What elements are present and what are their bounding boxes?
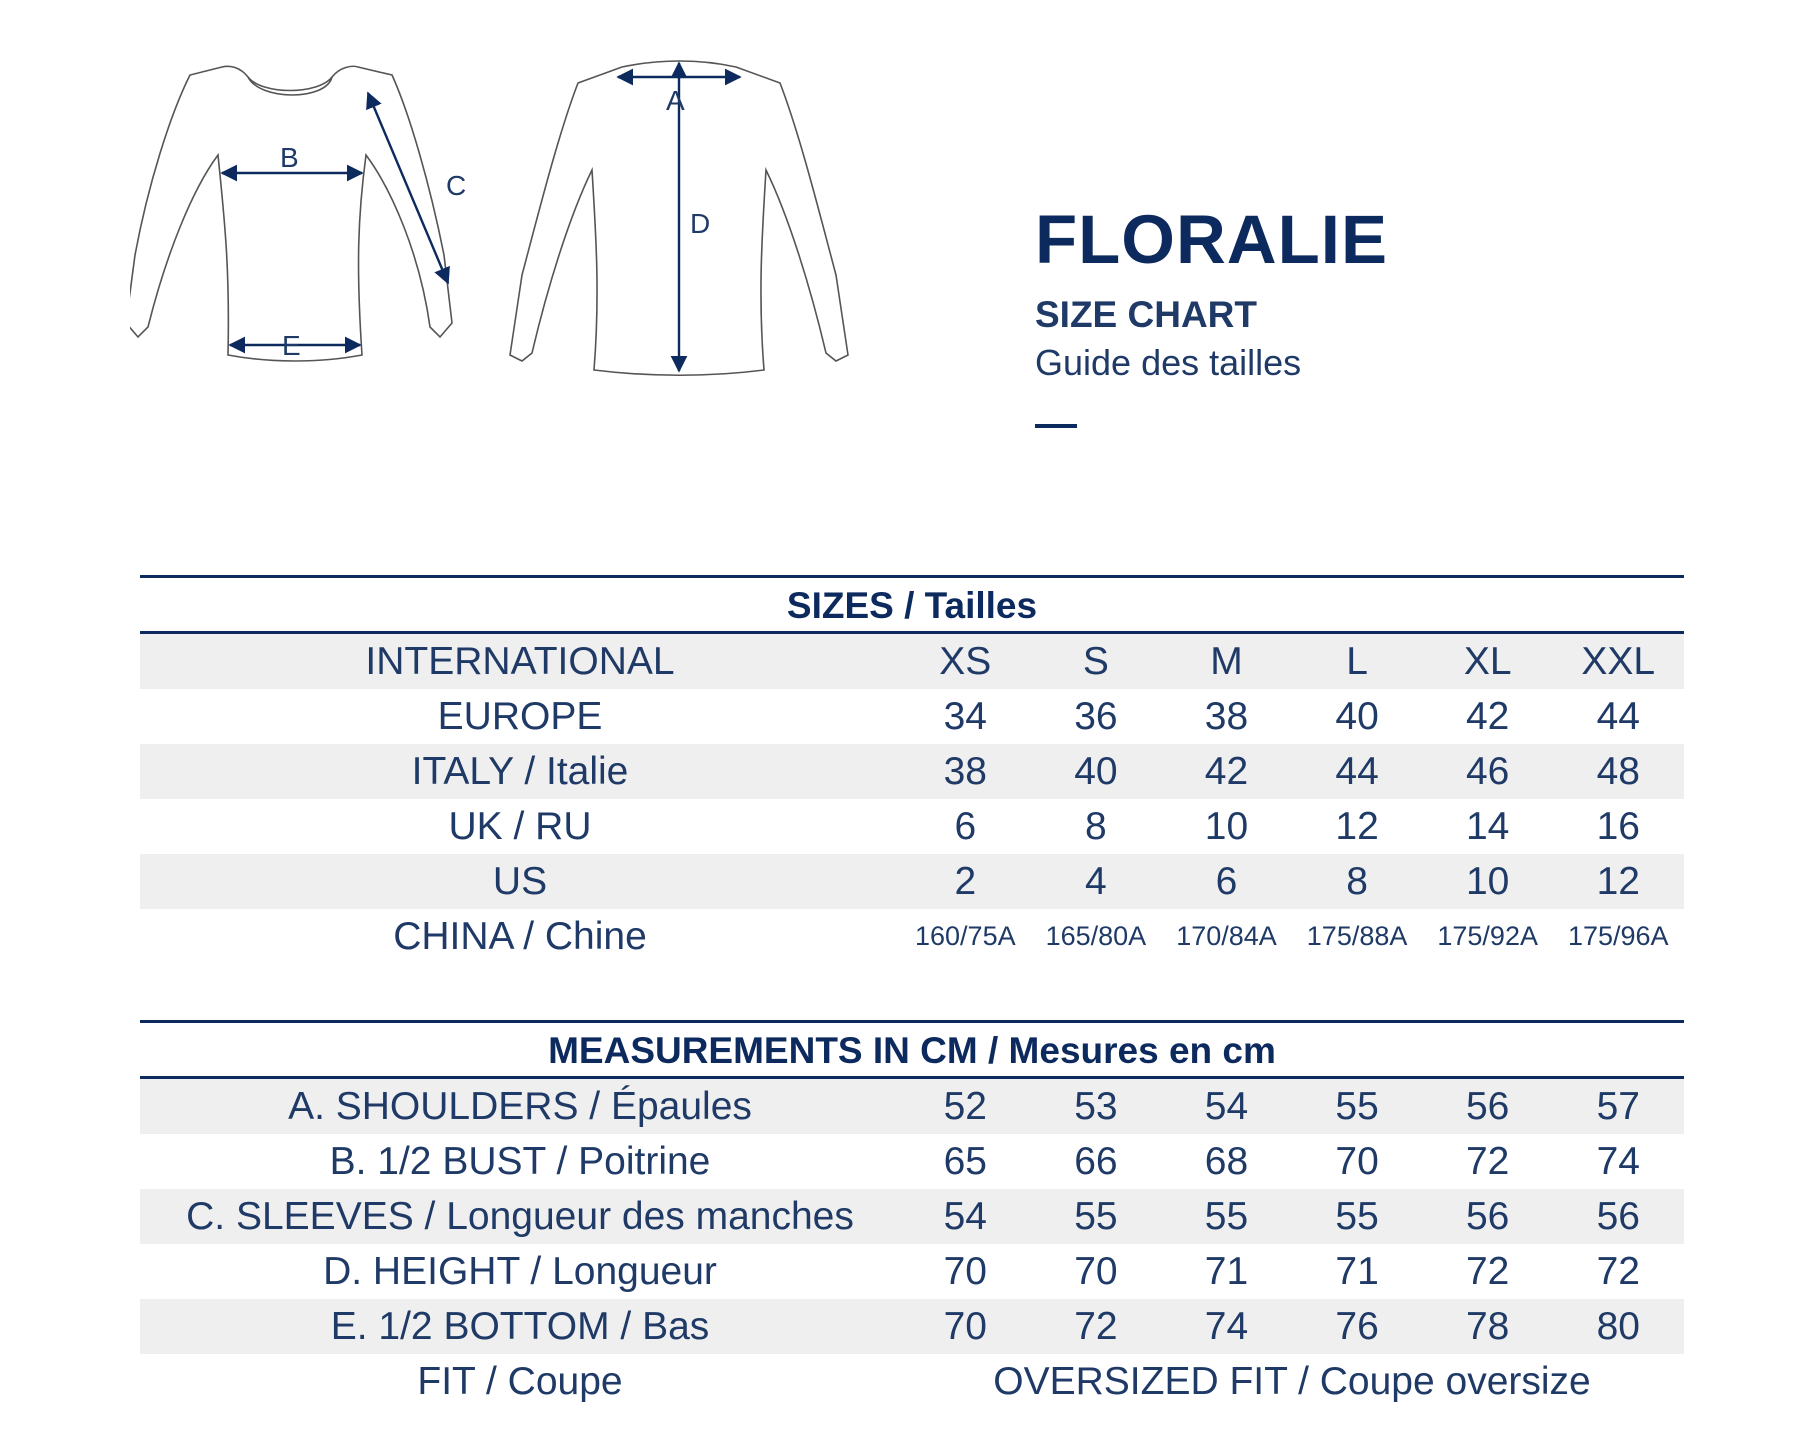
table-row xyxy=(140,1079,1684,1134)
title-divider xyxy=(1035,424,1077,428)
cell: 74 xyxy=(1596,1139,1640,1183)
row-label: CHINA / Chine xyxy=(393,914,647,958)
table-row xyxy=(140,744,1684,799)
cell: 14 xyxy=(1465,804,1510,848)
cell: 160/75A xyxy=(915,921,1016,951)
cell: 70 xyxy=(943,1304,987,1348)
table-row xyxy=(140,1189,1684,1244)
cell: 76 xyxy=(1335,1304,1379,1348)
cell: 12 xyxy=(1335,804,1379,848)
row-label: E. 1/2 BOTTOM / Bas xyxy=(330,1304,710,1348)
cell: 165/80A xyxy=(1045,921,1147,951)
garment-sketches xyxy=(130,55,910,385)
cell: 56 xyxy=(1465,1194,1510,1238)
row-label: INTERNATIONAL xyxy=(365,639,675,683)
cell: 70 xyxy=(1335,1139,1379,1183)
table-row xyxy=(140,689,1684,744)
cell: 71 xyxy=(1204,1249,1249,1293)
cell: 56 xyxy=(1596,1194,1640,1238)
cell: 175/88A xyxy=(1306,921,1408,951)
row-label: D. HEIGHT / Longueur xyxy=(323,1249,717,1293)
cell: 55 xyxy=(1335,1084,1379,1128)
cell: 56 xyxy=(1465,1084,1510,1128)
cell: 6 xyxy=(1215,859,1238,903)
table-row xyxy=(140,1299,1684,1354)
cell: 10 xyxy=(1204,804,1249,848)
cell: 10 xyxy=(1465,859,1510,903)
cell: XXL xyxy=(1581,639,1656,683)
cell: 68 xyxy=(1204,1139,1249,1183)
cell: XS xyxy=(939,639,992,683)
measurements-header: MEASUREMENTS IN CM / Mesures en cm xyxy=(140,1020,1684,1079)
measurements-table xyxy=(140,1020,1684,1409)
cell: 36 xyxy=(1074,694,1118,738)
sizes-table xyxy=(140,575,1684,964)
table-row xyxy=(140,1134,1684,1189)
cell: 54 xyxy=(1204,1084,1249,1128)
cell: 72 xyxy=(1074,1304,1118,1348)
label-d: D xyxy=(690,208,711,239)
subtitle: SIZE CHART xyxy=(1035,294,1257,335)
cell: 55 xyxy=(1074,1194,1118,1238)
cell: 55 xyxy=(1204,1194,1249,1238)
row-label: US xyxy=(492,859,548,903)
cell: 42 xyxy=(1465,694,1510,738)
cell: 65 xyxy=(943,1139,987,1183)
cell: 66 xyxy=(1074,1139,1118,1183)
label-e: E xyxy=(282,330,301,361)
cell: 40 xyxy=(1335,694,1379,738)
cell: 71 xyxy=(1335,1249,1379,1293)
cell: S xyxy=(1082,639,1109,683)
cell: 42 xyxy=(1204,749,1249,793)
cell: XL xyxy=(1463,639,1512,683)
fit-value: OVERSIZED FIT / Coupe oversize xyxy=(993,1359,1591,1403)
cell: 52 xyxy=(943,1084,987,1128)
cell: 53 xyxy=(1074,1084,1118,1128)
table-row xyxy=(140,909,1684,964)
table-row xyxy=(140,1244,1684,1299)
fit-label: FIT / Coupe xyxy=(417,1359,623,1403)
cell: 54 xyxy=(943,1194,987,1238)
cell: 72 xyxy=(1596,1249,1640,1293)
cell: 55 xyxy=(1335,1194,1379,1238)
fit-row xyxy=(140,1354,1684,1409)
cell: 72 xyxy=(1465,1249,1510,1293)
title-block xyxy=(1035,201,1388,428)
cell: 38 xyxy=(1204,694,1249,738)
cell: 6 xyxy=(954,804,977,848)
cell: 175/96A xyxy=(1567,921,1669,951)
cell: 70 xyxy=(1074,1249,1118,1293)
cell: 34 xyxy=(943,694,987,738)
cell: 44 xyxy=(1335,749,1379,793)
cell: 78 xyxy=(1465,1304,1510,1348)
row-label: UK / RU xyxy=(448,804,592,848)
row-label: C. SLEEVES / Longueur des manches xyxy=(186,1194,854,1238)
cell: 12 xyxy=(1596,859,1640,903)
row-label: A. SHOULDERS / Épaules xyxy=(288,1084,752,1128)
row-label: B. 1/2 BUST / Poitrine xyxy=(329,1139,711,1183)
row-label: ITALY / Italie xyxy=(411,749,629,793)
label-a: A xyxy=(666,85,685,116)
cell: 175/92A xyxy=(1437,921,1538,951)
cell: 4 xyxy=(1085,859,1107,903)
cell: 74 xyxy=(1204,1304,1249,1348)
sizes-header: SIZES / Tailles xyxy=(140,575,1684,634)
cell: 8 xyxy=(1085,804,1107,848)
brand-name: FLORALIE xyxy=(1035,201,1388,278)
cell: 2 xyxy=(954,859,977,903)
cell: 16 xyxy=(1596,804,1640,848)
cell: 170/84A xyxy=(1176,921,1277,951)
cell: 70 xyxy=(943,1249,987,1293)
table-row xyxy=(140,854,1684,909)
cell: 48 xyxy=(1596,749,1640,793)
label-c: C xyxy=(446,170,467,201)
label-b: B xyxy=(280,142,299,173)
cell: 57 xyxy=(1596,1084,1640,1128)
cell: 40 xyxy=(1074,749,1118,793)
subtitle-fr: Guide des tailles xyxy=(1035,342,1302,383)
cell: 8 xyxy=(1346,859,1368,903)
table-row xyxy=(140,799,1684,854)
cell: 80 xyxy=(1596,1304,1640,1348)
front-view-sketch xyxy=(130,66,452,361)
cell: 72 xyxy=(1465,1139,1510,1183)
cell: 38 xyxy=(943,749,987,793)
cell: 46 xyxy=(1465,749,1510,793)
cell: L xyxy=(1346,639,1368,683)
row-label: EUROPE xyxy=(437,694,603,738)
cell: M xyxy=(1210,639,1243,683)
table-row xyxy=(140,634,1684,689)
cell: 44 xyxy=(1596,694,1640,738)
